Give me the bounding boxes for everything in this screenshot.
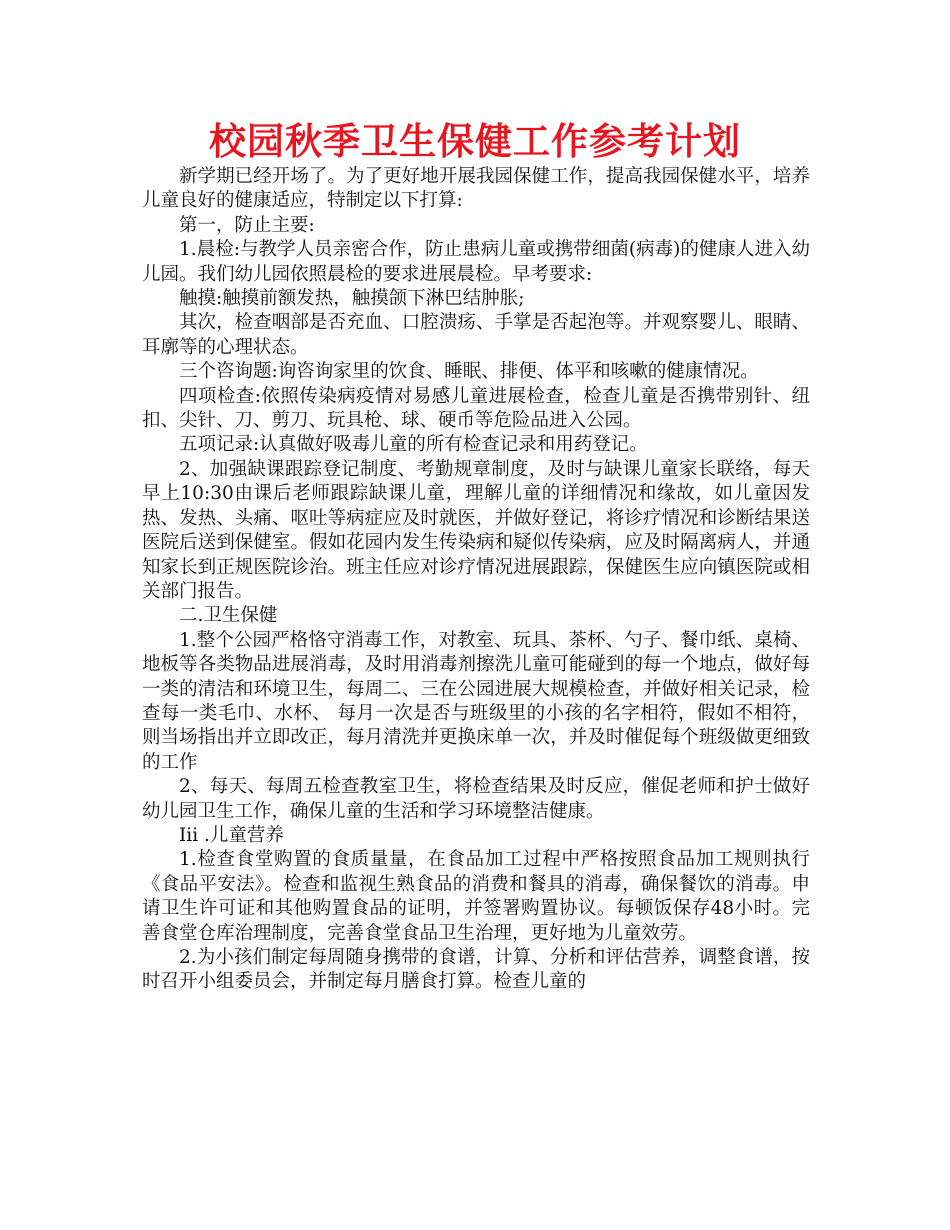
paragraph: 2、加强缺课跟踪登记制度、考勤规章制度，及时与缺课儿童家长联络，每天早上10:30由课后老师跟踪缺课儿童，理解儿童的详细情况和缘故，如儿童因发热、发热、头痛、呕吐等病症应及时就医，并做好登记，将诊疗情况和诊断结果送医院后送到保健室。假如花园内发生传染病和疑似传染病，应及时隔离病人，并通知家长到正规医院诊治。班主任应对诊疗情况进展跟踪，保健医生应向镇医院或相关部门报告。: [142, 458, 810, 602]
section-heading: Iii .儿童营养: [179, 824, 284, 846]
paragraph: 新学期已经开场了。为了更好地开展我园保健工作，提高我园保健水平，培养儿童良好的健康适应，特制定以下打算:: [142, 166, 810, 212]
paragraph: 触摸:触摸前额发热，触摸颌下淋巴结肿胀;: [179, 288, 525, 310]
paragraph: 其次，检查咽部是否充血、口腔溃疡、手掌是否起泡等。并观察婴儿、眼睛、耳廓等的心理状态。: [142, 312, 810, 358]
paragraph: 2、每天、每周五检查教室卫生，将检查结果及时反应，催促老师和护士做好幼儿园卫生工作，确保儿童的生活和学习环境整洁健康。: [142, 776, 810, 822]
paragraph: 1.晨检:与教学人员亲密合作，防止患病儿童或携带细菌(病毒)的健康人进入幼儿园。我们幼儿园依照晨检的要求进展晨检。早考要求:: [142, 239, 810, 285]
document-body: [142, 165, 810, 995]
paragraph: 1.检查食堂购置的食质量量，在食品加工过程中严格按照食品加工规则执行《食品平安法》。检查和监视生熟食品的消费和餐具的消毒，确保餐饮的消毒。申请卫生许可证和其他购置食品的证明，并签署购置协议。每顿饭保存48小时。完善食堂仓库治理制度，完善食堂食品卫生治理，更好地为儿童效劳。: [142, 849, 810, 944]
paragraph: 第一，防止主要:: [179, 214, 315, 236]
paragraph: 五项记录:认真做好吸毒儿童的所有检查记录和用药登记。: [179, 434, 648, 456]
document-title: 校园秋季卫生保健工作参考计划: [209, 120, 741, 163]
paragraph: 三个咨询题:询咨询家里的饮食、睡眠、排便、体平和咳嗽的健康情况。: [179, 361, 759, 383]
paragraph: 1.整个公园严格恪守消毒工作，对教室、玩具、茶杯、勺子、餐巾纸、桌椅、地板等各类物品进展消毒，及时用消毒剂擦洗儿童可能碰到的每一个地点，做好每一类的清洁和环境卫生，每周二、三在公园进展大规模检查，并做好相关记录，检查每一类毛巾、水杯、 每月一次是否与班级里的小孩的名字相符，假如不相符，则当场指出并立即改正，每月清洗并更换床单一次，并及时催促每个班级做更细致的工作: [142, 629, 810, 773]
paragraph: 四项检查:依照传染病疫情对易感儿童进展检查，检查儿童是否携带别针、纽扣、尖针、刀、剪刀、玩具枪、球、硬币等危险品进入公园。: [142, 385, 810, 432]
section-heading: 二.卫生保健: [179, 605, 278, 627]
paragraph: 2.为小孩们制定每周随身携带的食谱，计算、分析和评估营养，调整食谱，按时召开小组委员会，并制定每月膳食打算。检查儿童的: [142, 947, 810, 993]
